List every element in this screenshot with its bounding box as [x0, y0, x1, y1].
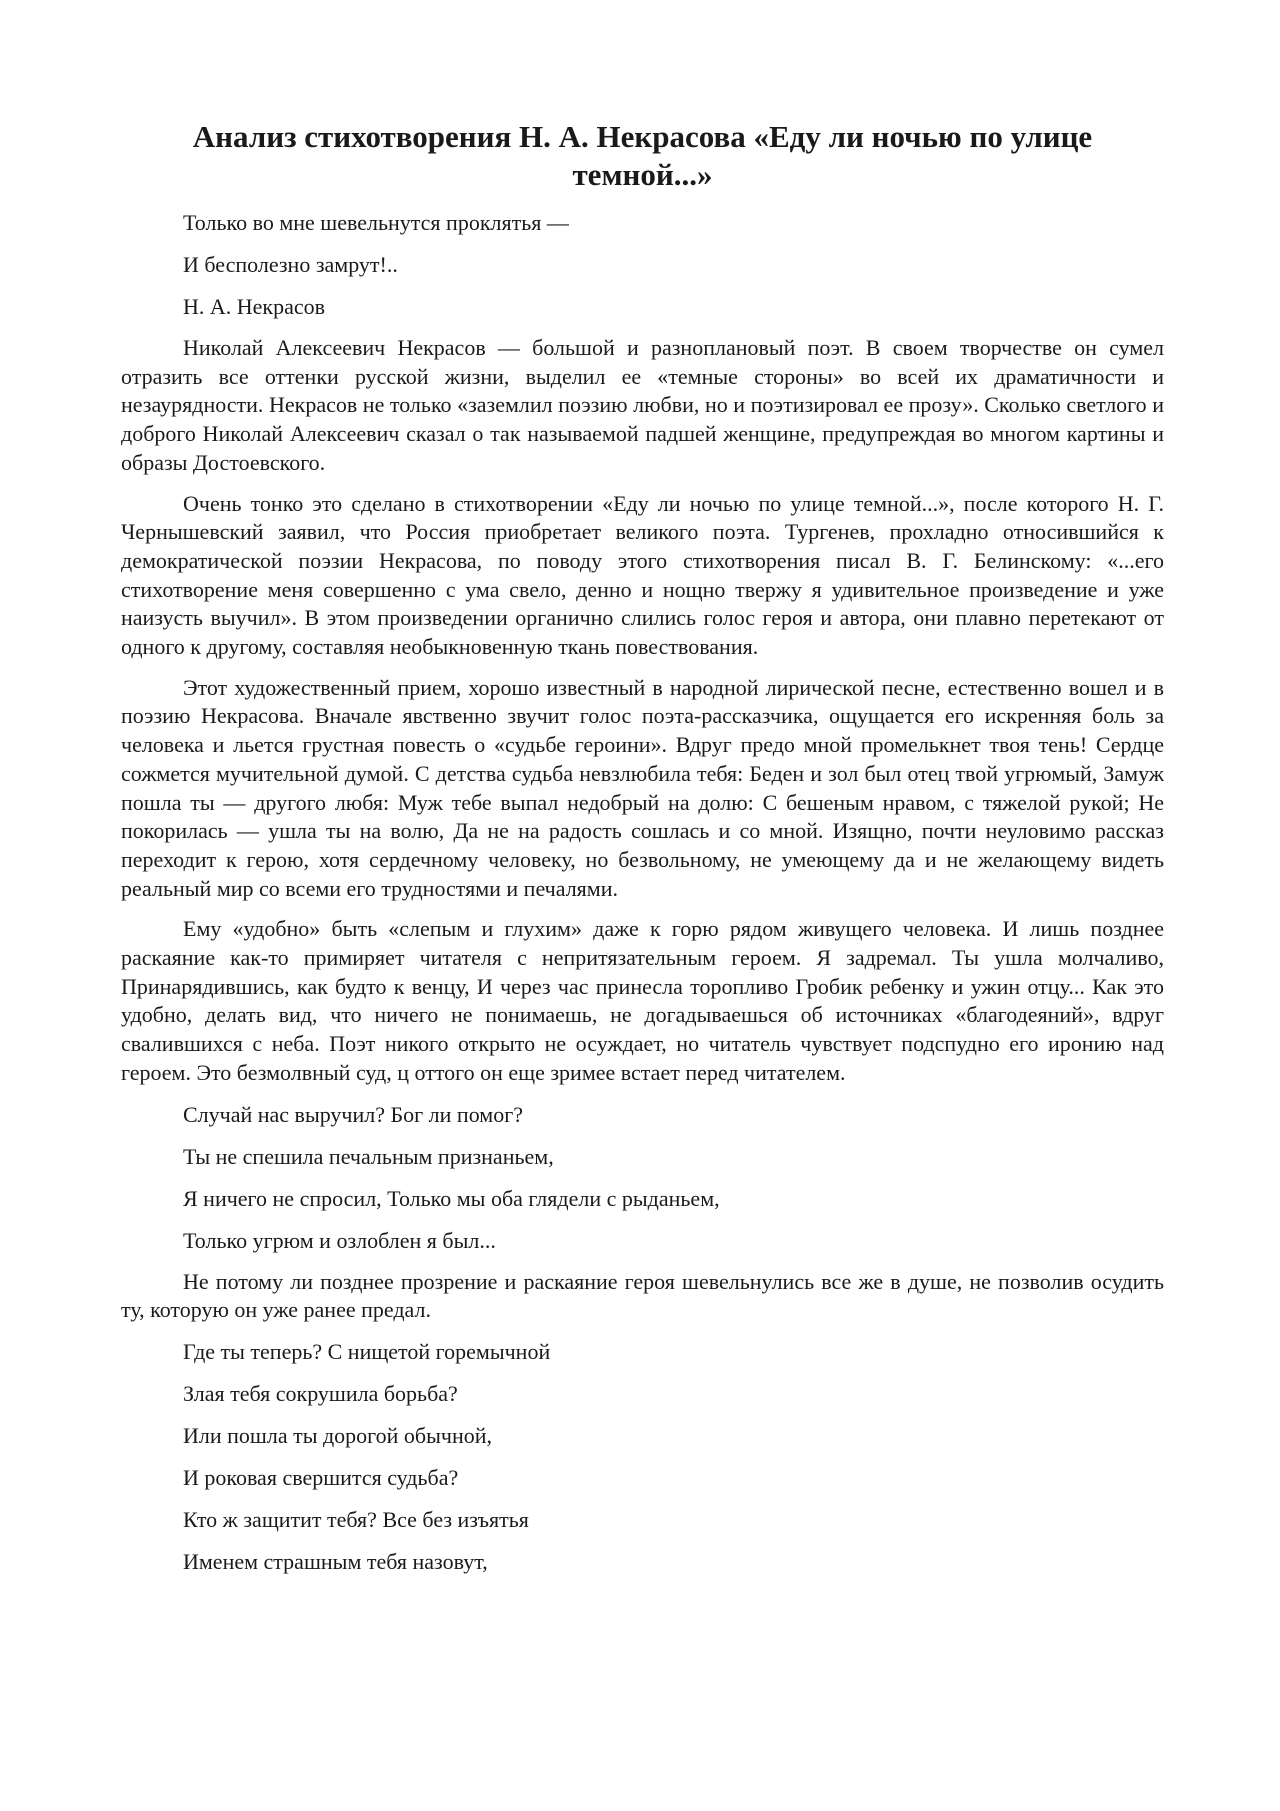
paragraph: Николай Алексеевич Некрасов — большой и разноплановый поэт. В своем творчестве он сумел отразить все оттенки русской жизни, выделил ее «темные стороны» во всей их драматичности и незаурядности. Некрасов не только «заземлил поэзию любви, но и поэтизировал ее прозу». Сколько светлого и доброго Николай Алексеевич сказал о так называемой падшей женщине, предупреждая во многом картины и образы Достоевского.: [121, 335, 1164, 475]
document-page: [121, 118, 1164, 1589]
document-title: Анализ стихотворения Н. А. Некрасова «Еду ли ночью по улице темной...»: [192, 119, 1093, 192]
epigraph-line: И бесполезно замрут!..: [183, 252, 398, 277]
poem-line: Именем страшным тебя назовут,: [183, 1548, 488, 1574]
poem-line: Где ты теперь? С нищетой горемычной: [183, 1338, 551, 1364]
paragraph: Не потому ли позднее прозрение и раскаяние героя шевельнулись все же в душе, не позволив осудить ту, которую он уже ранее предал.: [121, 1268, 1164, 1323]
poem-line: Только угрюм и озлоблен я был...: [183, 1227, 496, 1253]
epigraph-line: Только во мне шевельнутся проклятья —: [183, 210, 569, 235]
poem-line: И роковая свершится судьба?: [183, 1464, 459, 1490]
paragraph: Очень тонко это сделано в стихотворении «Еду ли ночью по улице темной...», после которого Н. Г. Чернышевский заявил, что Россия приобретает великого поэта. Тургенев, прохладно относившийся к демократической поэзии Некрасова, по поводу этого стихотворения писал В. Г. Белинскому: «...его стихотворение меня совершенно с ума свело, денно и нощно твержу я удивительное произведение и уже наизусть выучил». В этом произведении органично слились голос героя и автора, они плавно перетекают от одного к другому, составляя необыкновенную ткань повествования.: [121, 490, 1164, 660]
poem-line: Или пошла ты дорогой обычной,: [183, 1422, 493, 1448]
poem-line: Я ничего не спросил, Только мы оба глядели с рыданьем,: [183, 1185, 720, 1211]
paragraph: Этот художественный прием, хорошо известный в народной лирической песне, естественно вошел и в поэзию Некрасова. Вначале явственно звучит голос поэта-рассказчика, ощущается его искренняя боль за человека и льется грустная повесть о «судьбе героини». Вдруг предо мной промелькнет твоя тень! Сердце сожмется мучительной думой. С детства судьба невзлюбила тебя: Беден и зол был отец твой угрюмый, Замуж пошла ты — другого любя: Муж тебе выпал недобрый на долю: С бешеным нравом, с тяжелой рукой; Не покорилась — ушла ты на волю, Да не на радость сошлась и со мной. Изящно, почти неуловимо рассказ переходит к герою, хотя сердечному человеку, но безвольному, не умеющему да и не желающему видеть реальный мир со всеми его трудностями и печалями.: [121, 674, 1164, 901]
poem-line: Случай нас выручил? Бог ли помог?: [183, 1101, 523, 1127]
epigraph-author: Н. А. Некрасов: [183, 294, 326, 319]
poem-line: Ты не спешила печальным признаньем,: [183, 1143, 554, 1169]
poem-line: Кто ж защитит тебя? Все без изъятья: [183, 1506, 529, 1532]
poem-line: Злая тебя сокрушила борьба?: [183, 1380, 458, 1406]
paragraph: Ему «удобно» быть «слепым и глухим» даже к горю рядом живущего человека. И лишь позднее раскаяние как-то примиряет читателя с непритязательным героем. Я задремал. Ты ушла молчаливо, Принарядившись, как будто к венцу, И через час принесла торопливо Гробик ребенку и ужин отцу... Как это удобно, делать вид, что ничего не понимаешь, не догадываешься об источниках «благодеяний», вдруг свалившихся с неба. Поэт никого открыто не осуждает, но читатель чувствует подспудно его иронию над героем. Это безмолвный суд, ц оттого он еще зримее встает перед читателем.: [121, 916, 1164, 1085]
